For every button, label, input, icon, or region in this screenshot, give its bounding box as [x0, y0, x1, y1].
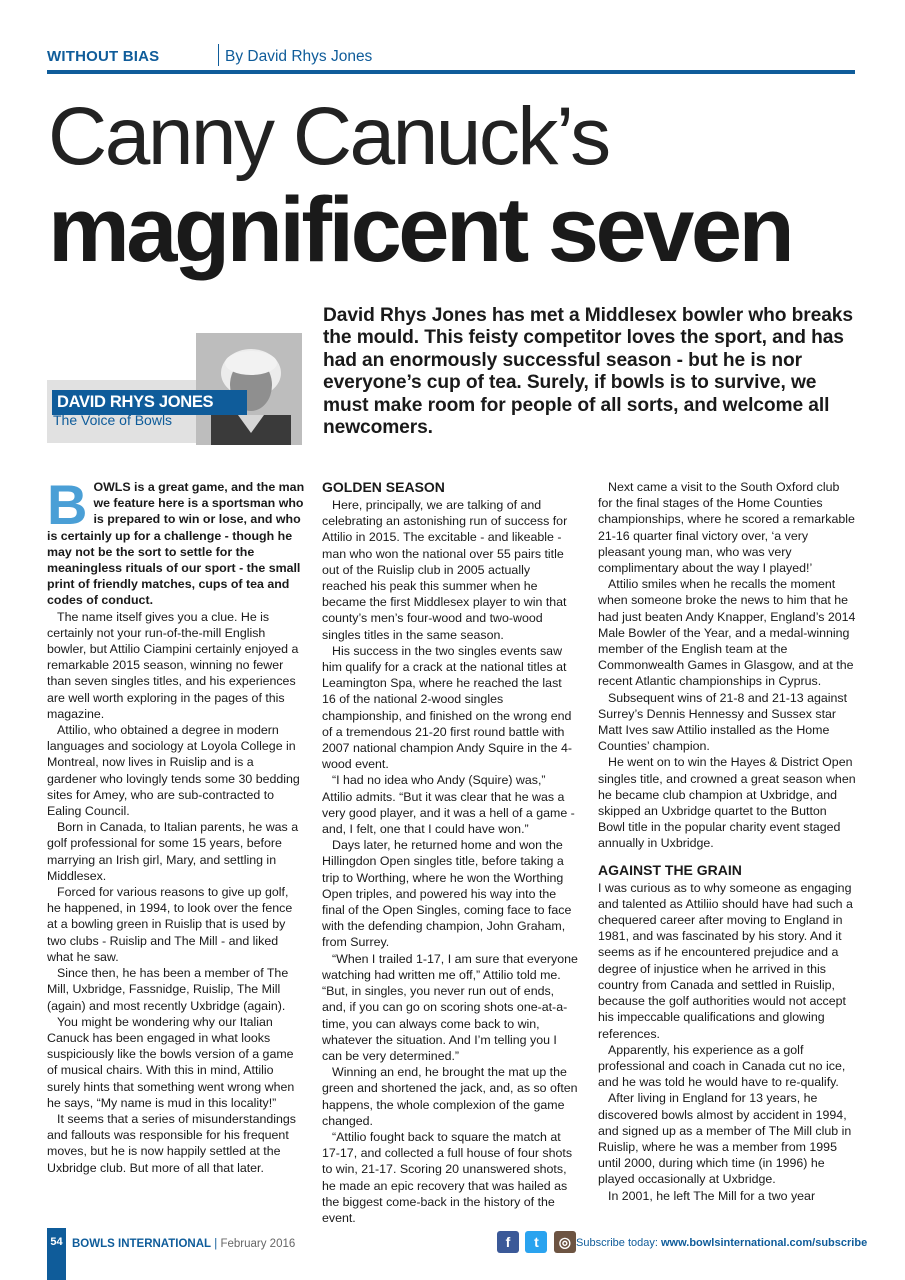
paragraph: Winning an end, he brought the mat up the green and shortened the jack, and, as so often happens, the whole complexion of the game changed. [322, 1065, 578, 1128]
column-1 [47, 473, 305, 1176]
column-3 [598, 479, 856, 1204]
paragraph: “When I trailed 1-17, I am sure that everyone watching had written me off,” Attilio told me. “But, in singles, you never run out of ends, and, if you can go on scoring shots one-at-a-time, you can always come back to win, whatever the situation. And I’m telling you I can be very determined.” [322, 951, 578, 1063]
standfirst: David Rhys Jones has met a Middlesex bowler who breaks the mould. This feisty competitor loves the sport, and has had an enormously successful season - but he is nor everyone’s cup of tea. Surely, if bowls is to survive, we must make room for people of all sorts, and welcome all newcomers. [323, 305, 853, 439]
section-label: WITHOUT BIAS [47, 48, 160, 65]
byline: By David Rhys Jones [225, 48, 373, 65]
paragraph: You might be wondering why our Italian Canuck has been engaged in what looks suspiciously like the bowls version of a game of musical chairs. With this in mind, Attilio surely hints that something went wrong when he says, “My name is mud in this locality!” [47, 1014, 295, 1110]
subscribe-line [576, 1237, 867, 1249]
author-name: DAVID RHYS JONES [52, 390, 247, 415]
paragraph: Here, principally, we are talking of and celebrating an astonishing run of success for Attilio in 2015. The excitable - and likeable - man who won the national over 55 pairs title out of the Ruislip club in 2005 actually reached his peak this summer when he became the first Middlesex player to win that county’s men’s four-wood and two-wood singles titles in the same season. [322, 498, 568, 642]
headline-line-1: Canny Canuck’s [48, 91, 609, 182]
header-rule [47, 70, 855, 74]
paragraph: I was curious as to why someone as engaging and talented as Attiliio should have had such a chequered career after moving to England in 1981, and was fascinated by his story. And it seems as if he encountered prejudice and a degree of injustice when he arrived in this country from Canada and settled in Ruislip, because the golf authorities would not accept his impeccable qualifications and glowing references. [598, 880, 853, 1041]
paragraph: He went on to win the Hayes & District Open singles title, and crowned a great season when he became club champion at Uxbridge, and skipped an Uxbridge quartet to the Button Bowl title in the popular charity event staged annually in Uxbridge. [598, 755, 856, 851]
paragraph: In 2001, he left The Mill for a two year [608, 1188, 816, 1203]
subscribe-link[interactable]: www.bowlsinternational.com/subscribe [661, 1237, 868, 1249]
paragraph: “Attilio fought back to square the match at 17-17, and collected a full house of four shots to win, 21-17. Scoring 20 unanswered shots, he made an epic recovery that was hailed as the biggest come-back in the history of the event. [322, 1129, 573, 1225]
footer-magazine [72, 1238, 295, 1250]
author-photo [196, 333, 302, 445]
paragraph: Attilio smiles when he recalls the moment when someone broke the news to him that he had just beaten Andy Knapper, England’s 2014 Male Bowler of the Year, and a medal-winning member of the English team at the Commonwealth Games in Glasgow, and at the recent Atlantic championships in Cyprus. [598, 577, 856, 689]
paragraph: Attilio, who obtained a degree in modern languages and sociology at Loyola College in Montreal, now lives in Ruislip and is a gardener who lovingly tends some 30 bedding sites for Amey, who are sub-contracted to Ealing Council. [47, 723, 300, 819]
paragraph: Since then, he has been a member of The Mill, Uxbridge, Fassnidge, Ruislip, The Mill (again) and most recently Uxbridge (again). [47, 966, 289, 1013]
paragraph: Days later, he returned home and won the Hillingdon Open singles title, before taking a trip to Worthing, where he won the Worthing Open triples, and powered his way into the final of the Open Singles, coming face to face with the defending champion, John Graham, from Surrey. [322, 838, 572, 950]
twitter-icon[interactable]: t [525, 1231, 547, 1253]
social-icons [497, 1231, 578, 1253]
paragraph: After living in England for 13 years, he discovered bowls almost by accident in 1994, and signed up as a member of The Mill club in Ruislip, where he was a member from 1995 until 2000, during which time (in 1996) he played occasionally at Uxbridge. [598, 1091, 852, 1187]
paragraph: “I had no idea who Andy (Squire) was,” Attilio admits. “But it was clear that he was a very good player, and it was a hell of a game - and, I felt, one that I could have won.” [322, 773, 575, 837]
subscribe-label: Subscribe today: [576, 1237, 658, 1249]
paragraph: The name itself gives you a clue. He is certainly not your run-of-the-mill English bowler, but Attilio Ciampini certainly enjoyed a remarkable 2015 season, winning no fewer than seven singles titles, and his experiences are well worth exploring in the pages of this magazine. [47, 609, 299, 721]
paragraph: Apparently, his experience as a golf professional and coach in Canada cut no ice, and he was told he would have to re-qualify. [598, 1042, 846, 1090]
facebook-icon[interactable]: f [497, 1231, 519, 1253]
paragraph: Subsequent wins of 21-8 and 21-13 against Surrey’s Dennis Hennessy and Sussex star Matt Ives saw Attilio installed as the Home Counties’ champion. [598, 690, 848, 754]
headline-line-2: magnificent seven [48, 179, 792, 281]
drop-cap: B [47, 473, 88, 536]
subheading-golden-season: GOLDEN SEASON [322, 479, 445, 495]
paragraph: Forced for various reasons to give up golf, he happened, in 1994, to look over the fence at a bowling green in Ruislip that is used by two clubs - Ruislip and The Mill - and liked what he saw. [47, 885, 293, 964]
footer-divider: | [214, 1238, 218, 1250]
page-number: 54 [47, 1228, 66, 1280]
author-tagline: The Voice of Bowls [53, 412, 173, 428]
paragraph: Next came a visit to the South Oxford club for the final stages of the Home Counties championships, where he scored a remarkable 21-16 quarter final victory over, ‘a very pleasant young man, who was very complimentary about the way I played!’ [598, 480, 855, 576]
intro-paragraph: OWLS is a great game, and the man we feature here is a sportsman who is prepared to win or lose, and who is certainly up for a challenge - though he may not be the sort to settle for the meaningless rituals of our sport - the small print of friendly matches, cups of tea and codes of conduct. [47, 480, 305, 608]
column-2 [322, 479, 578, 1226]
magazine-name: BOWLS INTERNATIONAL [72, 1238, 212, 1250]
instagram-icon[interactable]: ◎ [554, 1231, 576, 1253]
paragraph: His success in the two singles events saw him qualify for a crack at the national titles at Leamington Spa, where he reached the last 16 of the national 2-wood singles championship, and finished on the wrong end of a tremendous 21-20 first round battle with 2007 national champion Andy Squire in the 4-wood event. [322, 643, 573, 772]
paragraph: It seems that a series of misunderstandings and fallouts was responsible for his frequent moves, but he is now happily settled at the Uxbridge club. But more of all that later. [47, 1111, 296, 1175]
header-divider [218, 44, 219, 66]
subheading-against-the-grain: AGAINST THE GRAIN [598, 861, 742, 878]
section-header [47, 44, 855, 72]
issue-date: February 2016 [220, 1238, 296, 1250]
paragraph: Born in Canada, to Italian parents, he was a golf professional for some 15 years, before marrying an Irish girl, Mary, and settling in Middlesex. [47, 820, 299, 883]
